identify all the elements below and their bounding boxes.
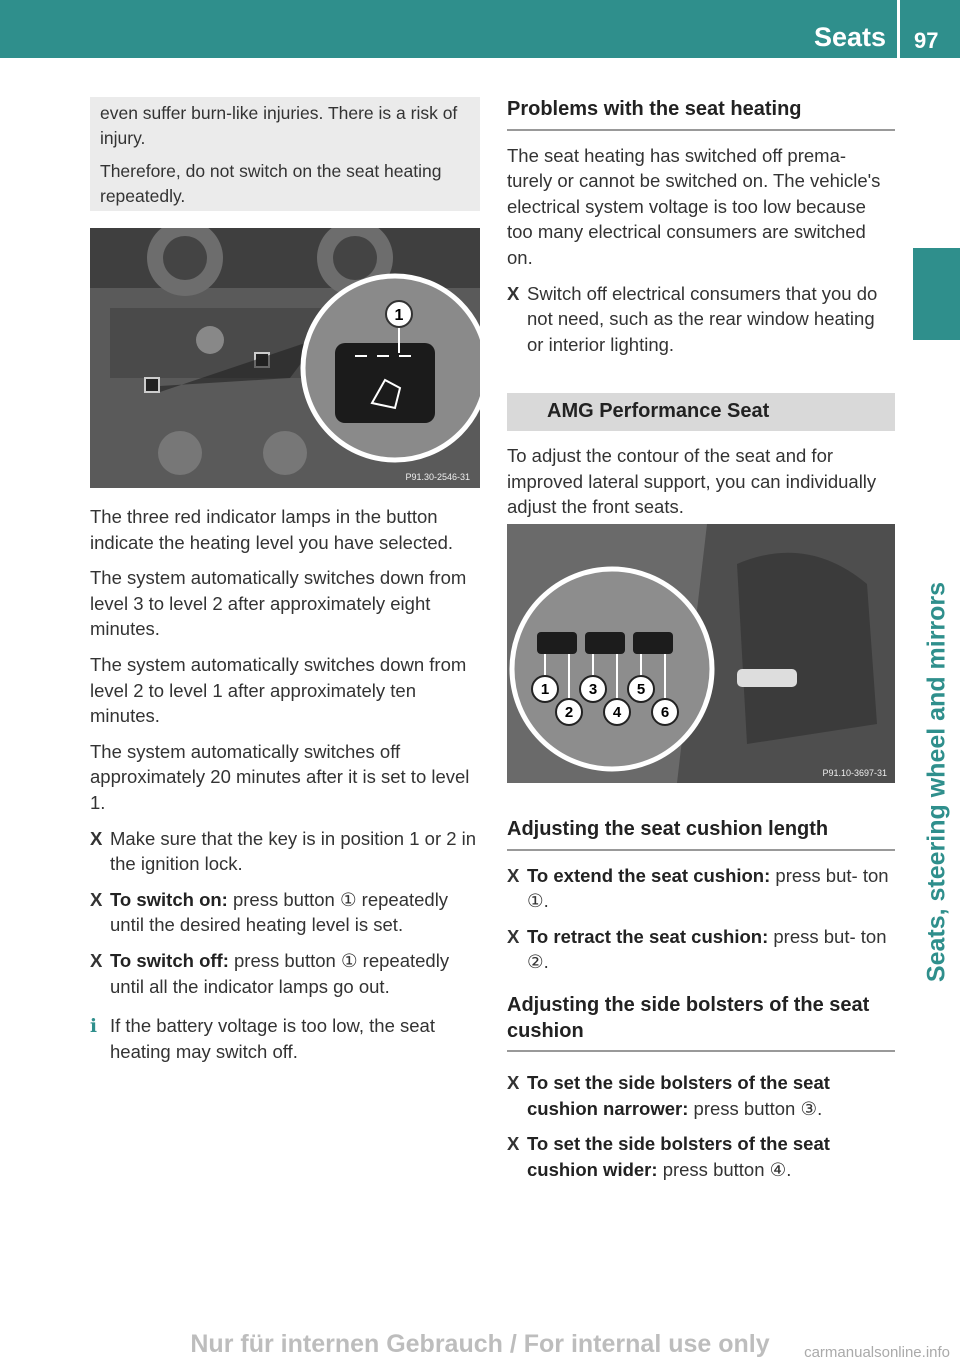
watermark: carmanualsonline.info [804, 1344, 950, 1361]
callout-1: 1 [540, 681, 550, 698]
amg-seat-photo [507, 524, 895, 783]
info-note: ℹ If the battery voltage is too low, the seat heating may switch off. [90, 1015, 435, 1062]
page-header [0, 0, 960, 58]
amg-photo-code: P91.10-3697-31 [822, 768, 887, 778]
section-title: Seats [813, 22, 886, 52]
seat-heating-photo [90, 228, 480, 488]
right-top [507, 97, 895, 530]
amg-text: To adjust the contour of the seat and for improved lateral support, you can individually adjust the front seats. [507, 444, 877, 518]
callout-6: 6 [660, 704, 670, 721]
step-switch-on: X To switch on: press button ① repeatedly until the desired heating level is set. [90, 888, 449, 936]
bolster-heading: Adjusting the side bolsters of the seat cushion [507, 993, 895, 1052]
warning-box [90, 97, 480, 211]
callout-3: 3 [588, 681, 598, 698]
para-level2: The system automatically switches down from level 2 to level 1 after approximately ten minutes. [90, 653, 467, 727]
header-divider [897, 0, 900, 58]
step-retract-cushion: X To retract the seat cushion: press but- ton ②. [507, 925, 887, 973]
internal-use-footer: Nur für internen Gebrauch / For internal use only [190, 1330, 770, 1358]
left-body [90, 504, 482, 1074]
amg-heading: AMG Performance Seat [507, 393, 895, 431]
problems-heading: Problems with the seat heating [507, 97, 895, 131]
callout-4: 4 [612, 704, 622, 721]
para-off: The system automatically switches off approximately 20 minutes after it is set to level 1. [90, 740, 470, 813]
para-level3: The system automatically switches down from level 3 to level 2 after approximately eight minutes. [90, 567, 467, 640]
callout-2: 2 [564, 704, 574, 721]
step-key-position: X Make sure that the key is in position 1 or 2 in the ignition lock. [90, 827, 477, 875]
info-icon: ℹ [90, 1015, 98, 1037]
problems-text: The seat heating has switched off prema- turely or cannot be switched on. The vehicle's electrical system voltage is too low because too many electrical consumers are switched on. [507, 144, 881, 268]
right-bottom [507, 817, 895, 1193]
page-number: 97 [914, 28, 939, 53]
side-chapter-title: Seats, steering wheel and mirrors [922, 581, 951, 983]
warning-line-1: even suffer burn-like injuries. There is a risk of injury. [100, 103, 458, 148]
step-bolster-narrower: X To set the side bolsters of the seat cushion narrower: press button ③. [507, 1072, 830, 1119]
step-extend-cushion: X To extend the seat cushion: press but- ton ①. [507, 864, 889, 912]
photo-code: P91.30-2546-31 [405, 472, 470, 482]
para-indicator: The three red indicator lamps in the button indicate the heating level you have selected. [90, 506, 454, 553]
step-bolster-wider: X To set the side bolsters of the seat cushion wider: press button ④. [507, 1133, 830, 1180]
thumb-tab [913, 248, 960, 340]
callout-5: 5 [636, 681, 646, 698]
photo-callout-1: 1 [394, 307, 404, 324]
problems-step: X Switch off electrical consumers that you do not need, such as the rear window heating or interior lighting. [507, 282, 878, 355]
cushion-heading: Adjusting the seat cushion length [507, 817, 895, 851]
step-switch-off: X To switch off: press button ① repeatedly until all the indicator lamps go out. [90, 949, 450, 997]
warning-line-2: Therefore, do not switch on the seat heating repeatedly. [100, 161, 442, 206]
